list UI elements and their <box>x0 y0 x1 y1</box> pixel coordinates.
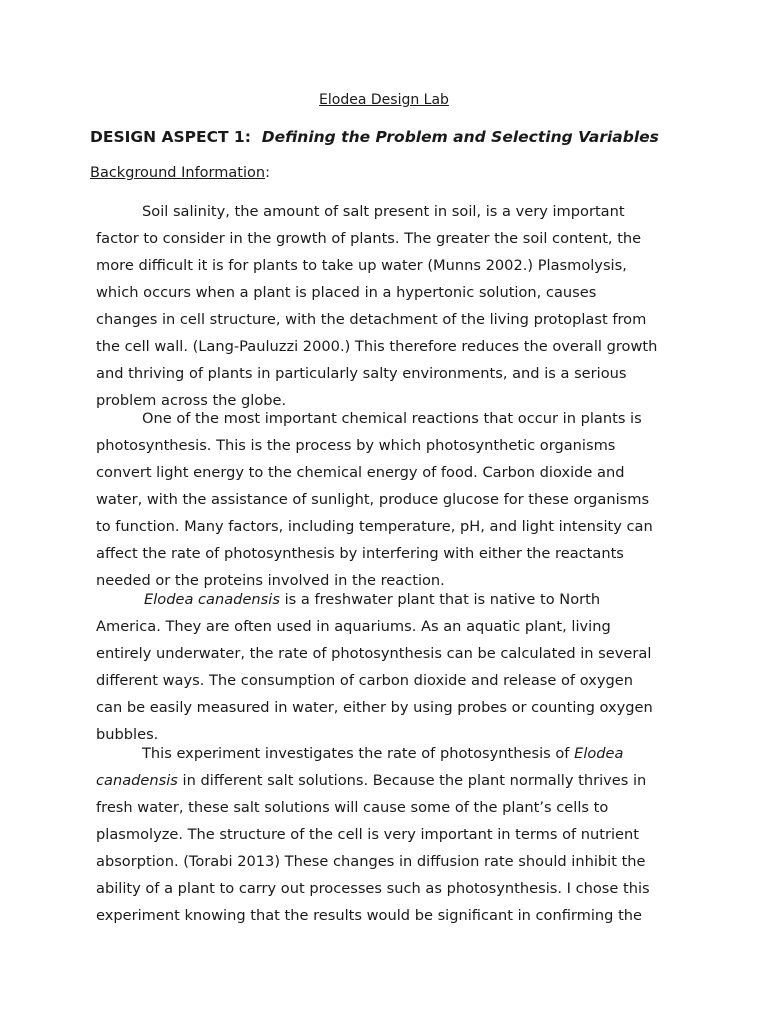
paragraph-line: more difficult it is for plants to take up water (Munns 2002.) Plasmolysis, <box>96 257 627 274</box>
paragraph-line <box>96 767 686 794</box>
paragraph-line: to function. Many factors, including temperature, pH, and light intensity can <box>96 518 653 535</box>
species-name: Elodea <box>574 745 624 762</box>
paragraph-line: which occurs when a plant is placed in a hypertonic solution, causes <box>96 284 597 301</box>
species-name: Elodea canadensis <box>144 591 280 608</box>
background-label <box>90 165 270 181</box>
paragraph-line: America. They are often used in aquariums. As an aquatic plant, living <box>96 618 611 635</box>
paragraph-line: One of the most important chemical reactions that occur in plants is <box>142 410 642 427</box>
paragraph-line: the cell wall. (Lang-Pauluzzi 2000.) This therefore reduces the overall growth <box>96 338 658 355</box>
paragraph-line: Soil salinity, the amount of salt present in soil, is a very important <box>142 203 625 220</box>
paragraph-line: ability of a plant to carry out processes such as photosynthesis. I chose this <box>96 880 650 897</box>
paragraph-line <box>96 586 686 613</box>
paragraph-line: absorption. (Torabi 2013) These changes in diffusion rate should inhibit the <box>96 853 646 870</box>
paragraph-line: water, with the assistance of sunlight, produce glucose for these organisms <box>96 491 650 508</box>
document-title: Elodea Design Lab <box>319 92 449 108</box>
paragraph-1 <box>96 198 686 414</box>
paragraph-line: convert light energy to the chemical energy of food. Carbon dioxide and <box>96 464 625 481</box>
paragraph-line: different ways. The consumption of carbon dioxide and release of oxygen <box>96 672 633 689</box>
paragraph-line: and thriving of plants in particularly salty environments, and is a serious <box>96 365 627 382</box>
paragraph-2 <box>96 405 686 594</box>
paragraph-line: can be easily measured in water, either by using probes or counting oxygen <box>96 699 653 716</box>
paragraph-line: changes in cell structure, with the detachment of the living protoplast from <box>96 311 647 328</box>
paragraph-text: This experiment investigates the rate of photosynthesis of <box>142 745 575 762</box>
background-label-colon: : <box>265 165 270 181</box>
heading-prefix: DESIGN ASPECT 1: <box>90 128 251 146</box>
paragraph-line <box>96 740 686 767</box>
paragraph-line: photosynthesis. This is the process by which photosynthetic organisms <box>96 437 616 454</box>
paragraph-line: needed or the proteins involved in the reaction. <box>96 572 445 589</box>
background-label-text: Background Information <box>90 165 266 181</box>
paragraph-line: bubbles. <box>96 726 159 743</box>
paragraph-line: fresh water, these salt solutions will cause some of the plant’s cells to <box>96 799 609 816</box>
paragraph-line: factor to consider in the growth of plants. The greater the soil content, the <box>96 230 642 247</box>
section-heading <box>90 128 659 146</box>
paragraph-line: affect the rate of photosynthesis by interfering with either the reactants <box>96 545 624 562</box>
species-name: canadensis <box>96 772 178 789</box>
paragraph-text: in different salt solutions. Because the plant normally thrives in <box>177 772 647 789</box>
paragraph-line: problem across the globe. <box>96 392 287 409</box>
paragraph-line: experiment knowing that the results would be significant in confirming the <box>96 907 643 924</box>
paragraph-line: plasmolyze. The structure of the cell is very important in terms of nutrient <box>96 826 640 843</box>
heading-subtitle: Defining the Problem and Selecting Variables <box>261 128 659 146</box>
paragraph-text: is a freshwater plant that is native to North <box>279 591 601 608</box>
paragraph-line: entirely underwater, the rate of photosynthesis can be calculated in several <box>96 645 652 662</box>
paragraph-4 <box>96 740 686 929</box>
paragraph-3 <box>96 586 686 748</box>
